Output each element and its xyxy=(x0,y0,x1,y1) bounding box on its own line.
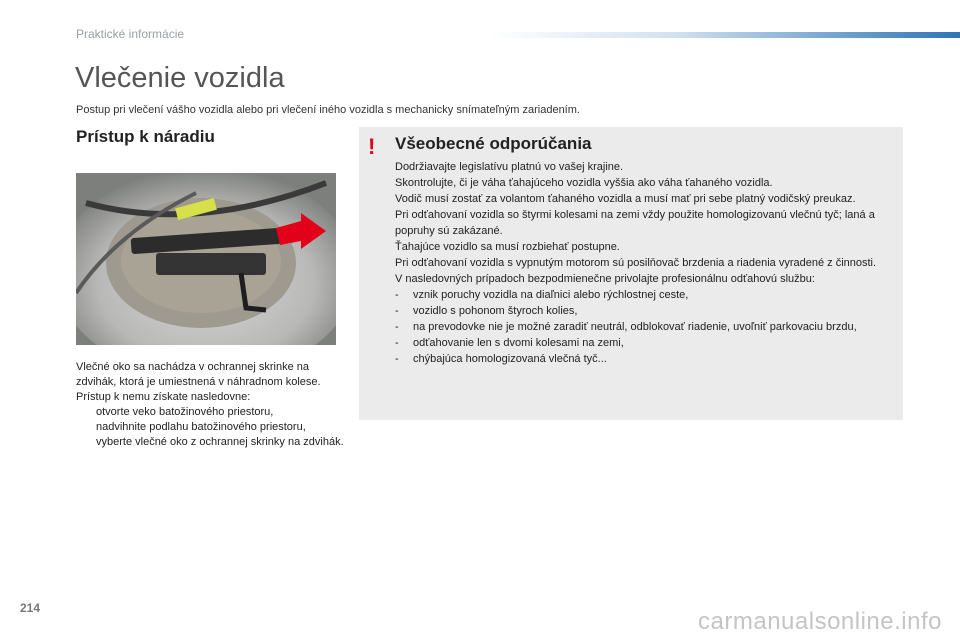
tools-paragraph-1: Vlečné oko sa nachádza v ochrannej skrinke na zdvihák, ktorá je umiestnená v náhradnom kolese. xyxy=(76,361,321,388)
warning-body xyxy=(395,159,891,367)
page-title: Vlečenie vozidla xyxy=(75,62,285,94)
tools-heading: Prístup k náradiu xyxy=(76,127,215,146)
tow-service-cases xyxy=(395,287,891,367)
watermark: carmanualsonline.info xyxy=(698,608,942,635)
intro-text: Postup pri vlečení vášho vozidla alebo pri vlečení iného vozidla s mechanicky snímateľným zariadením. xyxy=(76,104,580,116)
warning-exclamation-icon: ! xyxy=(368,134,376,159)
list-item: - na prevodovke nie je možné zaradiť neutrál, odblokovať riadenie, uvoľniť parkovaciu brzdu, xyxy=(395,321,857,333)
warning-title: Všeobecné odporúčania xyxy=(395,134,592,153)
list-item: otvorte veko batožinového priestoru, xyxy=(96,406,274,418)
page-number: 214 xyxy=(20,601,41,615)
general-recommendations-box xyxy=(359,127,903,420)
tools-steps-list xyxy=(76,405,346,450)
list-item: - odťahovanie len s dvomi kolesami na zemi, xyxy=(395,337,624,349)
spare-wheel-jack-photo xyxy=(76,173,336,345)
list-item: - vznik poruchy vozidla na diaľnici alebo rýchlostnej ceste, xyxy=(395,289,689,301)
warning-line: Vodič musí zostať za volantom ťahaného vozidla a musí mať pri sebe platný vodičský preukaz. xyxy=(395,193,856,205)
warning-line: Skontrolujte, či je váha ťahajúceho vozidla vyššia ako váha ťahaného vozidla. xyxy=(395,177,773,189)
list-item: - vozidlo s pohonom štyroch kolies, xyxy=(395,305,578,317)
tools-description xyxy=(76,360,346,450)
list-item: nadvihnite podlahu batožinového priestoru, xyxy=(96,421,306,433)
warning-line: Dodržiavajte legislatívu platnú vo vašej krajine. xyxy=(395,161,624,173)
warning-line: Pri odťahovaní vozidla s vypnutým motorom sú posilňovač brzdenia a riadenia vyradené z činnosti. xyxy=(395,257,877,269)
warning-line: Ťahajúce vozidlo sa musí rozbiehať postupne. xyxy=(395,241,620,253)
header-accent-bar xyxy=(490,32,960,38)
tools-paragraph-2: Prístup k nemu získate nasledovne: xyxy=(76,391,251,403)
list-item: vyberte vlečné oko z ochrannej skrinky na zdvihák. xyxy=(96,436,344,448)
warning-line: V nasledovných prípadoch bezpodmienečne privolajte profesionálnu odťahovú službu: xyxy=(395,273,815,285)
section-label: Praktické informácie xyxy=(76,27,185,41)
warning-line: Pri odťahovaní vozidla so štyrmi kolesami na zemi vždy použite homologizovanú vlečnú tyč; laná a popruhy sú zakázané. xyxy=(395,209,875,237)
list-item: - chýbajúca homologizovaná vlečná tyč... xyxy=(395,353,607,365)
